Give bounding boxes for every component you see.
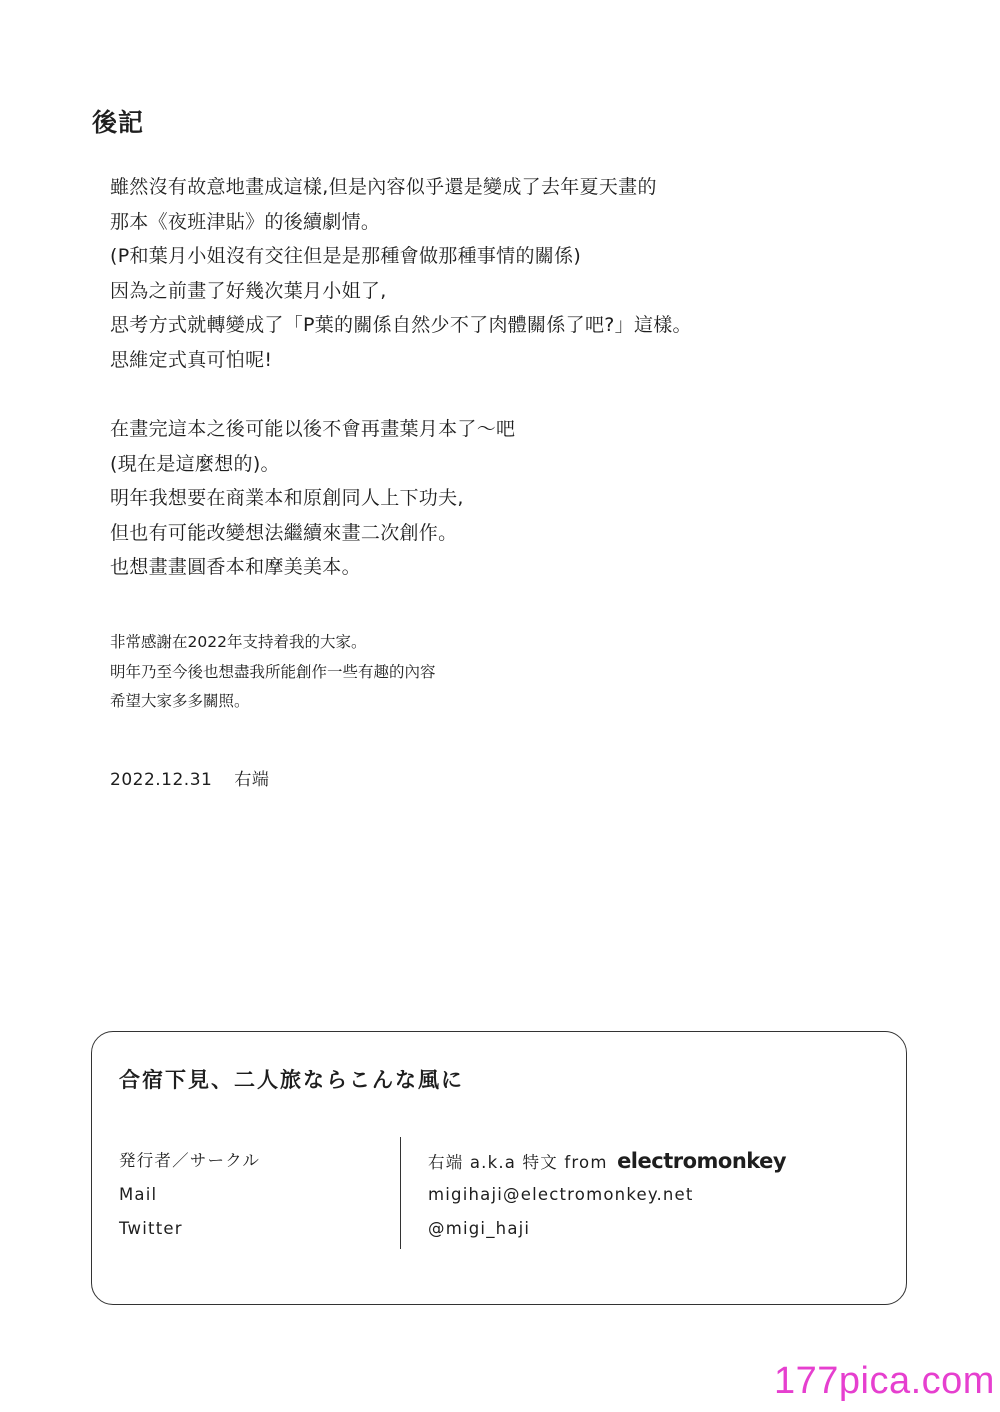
signature-date: 2022.12.31 (110, 770, 213, 790)
text-line: 也想畫畫圓香本和摩美美本。 (110, 556, 361, 579)
colophon-values (428, 1144, 786, 1246)
publisher-name: 右端 a.k.a 特文 from (428, 1153, 608, 1172)
text-line: 希望大家多多關照。 (110, 692, 250, 710)
afterword-paragraph-1 (110, 170, 692, 378)
text-line: 因為之前畫了好幾次葉月小姐了, (110, 279, 387, 302)
afterword-heading: 後記 (92, 108, 145, 137)
mail-value: migihaji@electromonkey.net (428, 1185, 694, 1204)
twitter-value: @migi_haji (428, 1219, 531, 1238)
publisher-value (428, 1144, 786, 1178)
colophon-box (91, 1031, 907, 1305)
text-line: 那本《夜班津貼》的後續劇情。 (110, 210, 381, 233)
thanks-paragraph (110, 628, 436, 717)
colophon-labels (119, 1144, 260, 1246)
colophon-divider (400, 1137, 401, 1249)
electromonkey-logo: electromonkey (617, 1149, 787, 1173)
text-line: 在畫完這本之後可能以後不會再畫葉月本了～吧 (110, 418, 516, 440)
text-line: 思維定式真可怕呢! (110, 348, 273, 371)
text-line: 但也有可能改變想法繼續來畫二次創作。 (110, 521, 458, 544)
twitter-label: Twitter (119, 1219, 183, 1238)
signature (110, 765, 269, 790)
text-line: 雖然沒有故意地畫成這樣,但是內容似乎還是變成了去年夏天畫的 (110, 176, 657, 198)
text-line: 非常感謝在2022年支持着我的大家。 (110, 633, 367, 651)
mail-label: Mail (119, 1185, 158, 1204)
text-line: (P和葉月小姐沒有交往但是是那種會做那種事情的關係) (110, 245, 582, 268)
text-line: 思考方式就轉變成了「P葉的關係自然少不了肉體關係了吧?」這樣。 (110, 314, 692, 337)
text-line: 明年乃至今後也想盡我所能創作一些有趣的內容 (110, 662, 436, 681)
book-title: 合宿下見、二人旅ならこんな風に (119, 1068, 464, 1092)
text-line: (現在是這麼想的)。 (110, 452, 280, 475)
signature-author: 右端 (234, 770, 270, 790)
text-line: 明年我想要在商業本和原創同人上下功夫, (110, 487, 464, 510)
watermark: 177pica.com (774, 1360, 995, 1402)
publisher-label: 発行者／サークル (119, 1151, 261, 1170)
afterword-paragraph-2 (110, 412, 515, 585)
